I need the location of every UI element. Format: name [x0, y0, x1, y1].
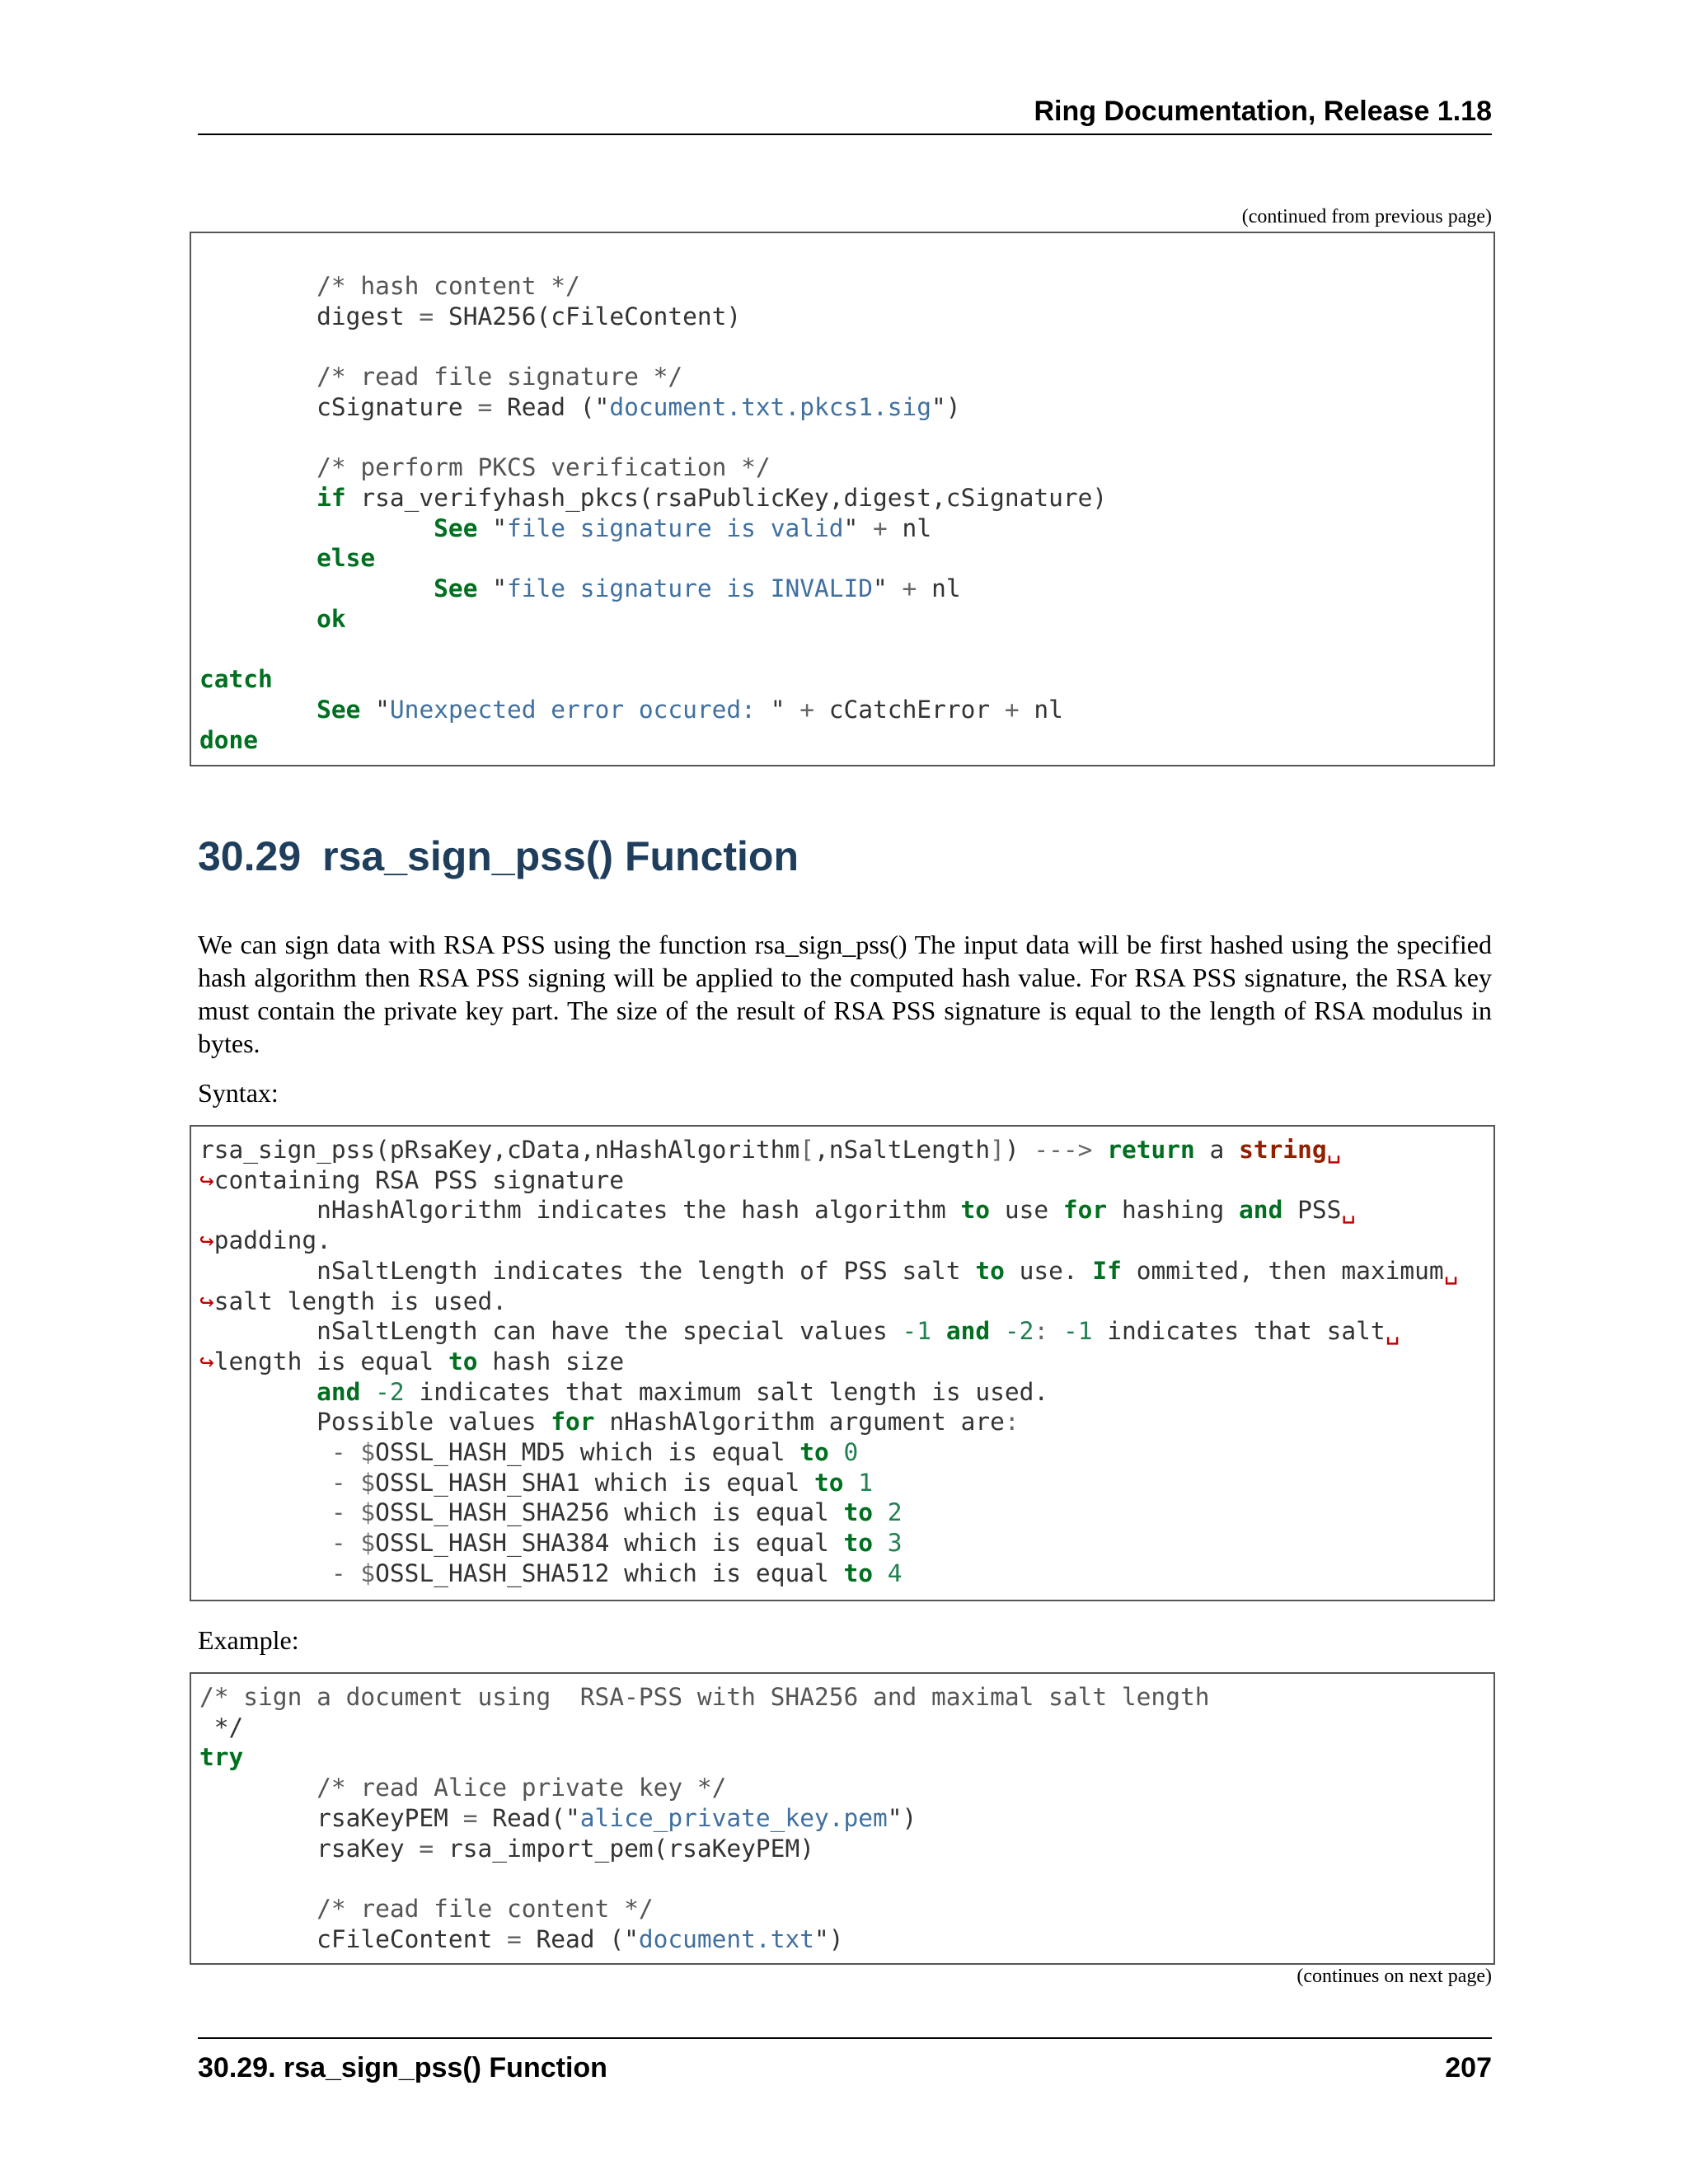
code-example: /* sign a document using RSA-PSS with SHA256 and maximal salt length */ try /* read Alice private key */ rsaKeyPEM = Read("alice_private_key.pem") rsaKey = rsa_import_pem(rsaKeyPEM) /* read file content */ cFileContent = Read ("document.txt") [199, 1683, 1210, 1953]
section-number: 30.29 [198, 833, 302, 879]
running-footer [198, 2037, 1492, 2087]
syntax-label: Syntax: [198, 1078, 279, 1108]
page-number: 207 [1445, 2052, 1492, 2083]
continued-from-note: (continued from previous page) [1241, 206, 1492, 227]
footer-section: 30.29. rsa_sign_pss() Function [198, 2052, 607, 2083]
code-syntax: rsa_sign_pss(pRsaKey,cData,nHashAlgorithm[,nSaltLength]) ---> return a string␣ ↪containing RSA PSS signature nHashAlgorithm indicates the hash algorithm to use for hashing and PSS␣ ↪padding. nSaltLength indicates the length of PSS salt to use. If ommited, then maximum␣ ↪salt length is used. nSaltLength can have the special values -1 and -2: -1 indicates that salt␣ ↪length is equal to hash size and -2 indicates that maximum salt length is used. Possible values for nHashAlgorithm argument are: - $OSSL_HASH_MD5 which is equal to 0 - $OSSL_HASH_SHA1 which is equal to 1 - $OSSL_HASH_SHA256 which is equal to 2 - $OSSL_HASH_SHA384 which is equal to 3 - $OSSL_HASH_SHA512 which is equal to 4 [199, 1136, 1459, 1587]
continues-on-note: (continues on next page) [1296, 1966, 1492, 1987]
section-heading [198, 831, 799, 882]
example-label: Example: [198, 1625, 299, 1655]
code-verify-tail: /* hash content */ digest = SHA256(cFileContent) /* read file signature */ cSignature = Read ("document.txt.pkcs1.sig") /* perform PKCS verification */ if rsa_verifyhash_pkcs(rsaPublicKey,digest,cSignature) See "file signature is valid" + nl else See "file signature is INVALID" + nl ok catch See "Unexpected error occured: " + cCatchError + nl done [199, 272, 1108, 754]
intro-paragraph: We can sign data with RSA PSS using the function rsa_sign_pss() The input data will be first hashed using the specified hash algorithm then RSA PSS signing will be applied to the computed hash value. For RSA PSS signature, the RSA key must contain the private key part. The size of the result of RSA PSS signature is equal to the length of RSA modulus in bytes. [198, 930, 1492, 1058]
section-title-text: rsa_sign_pss() Function [322, 833, 799, 879]
code-block-example [190, 1672, 1495, 1965]
code-block-verify-tail [190, 232, 1495, 766]
running-header: Ring Documentation, Release 1.18 [198, 92, 1492, 135]
code-block-syntax [190, 1125, 1495, 1601]
